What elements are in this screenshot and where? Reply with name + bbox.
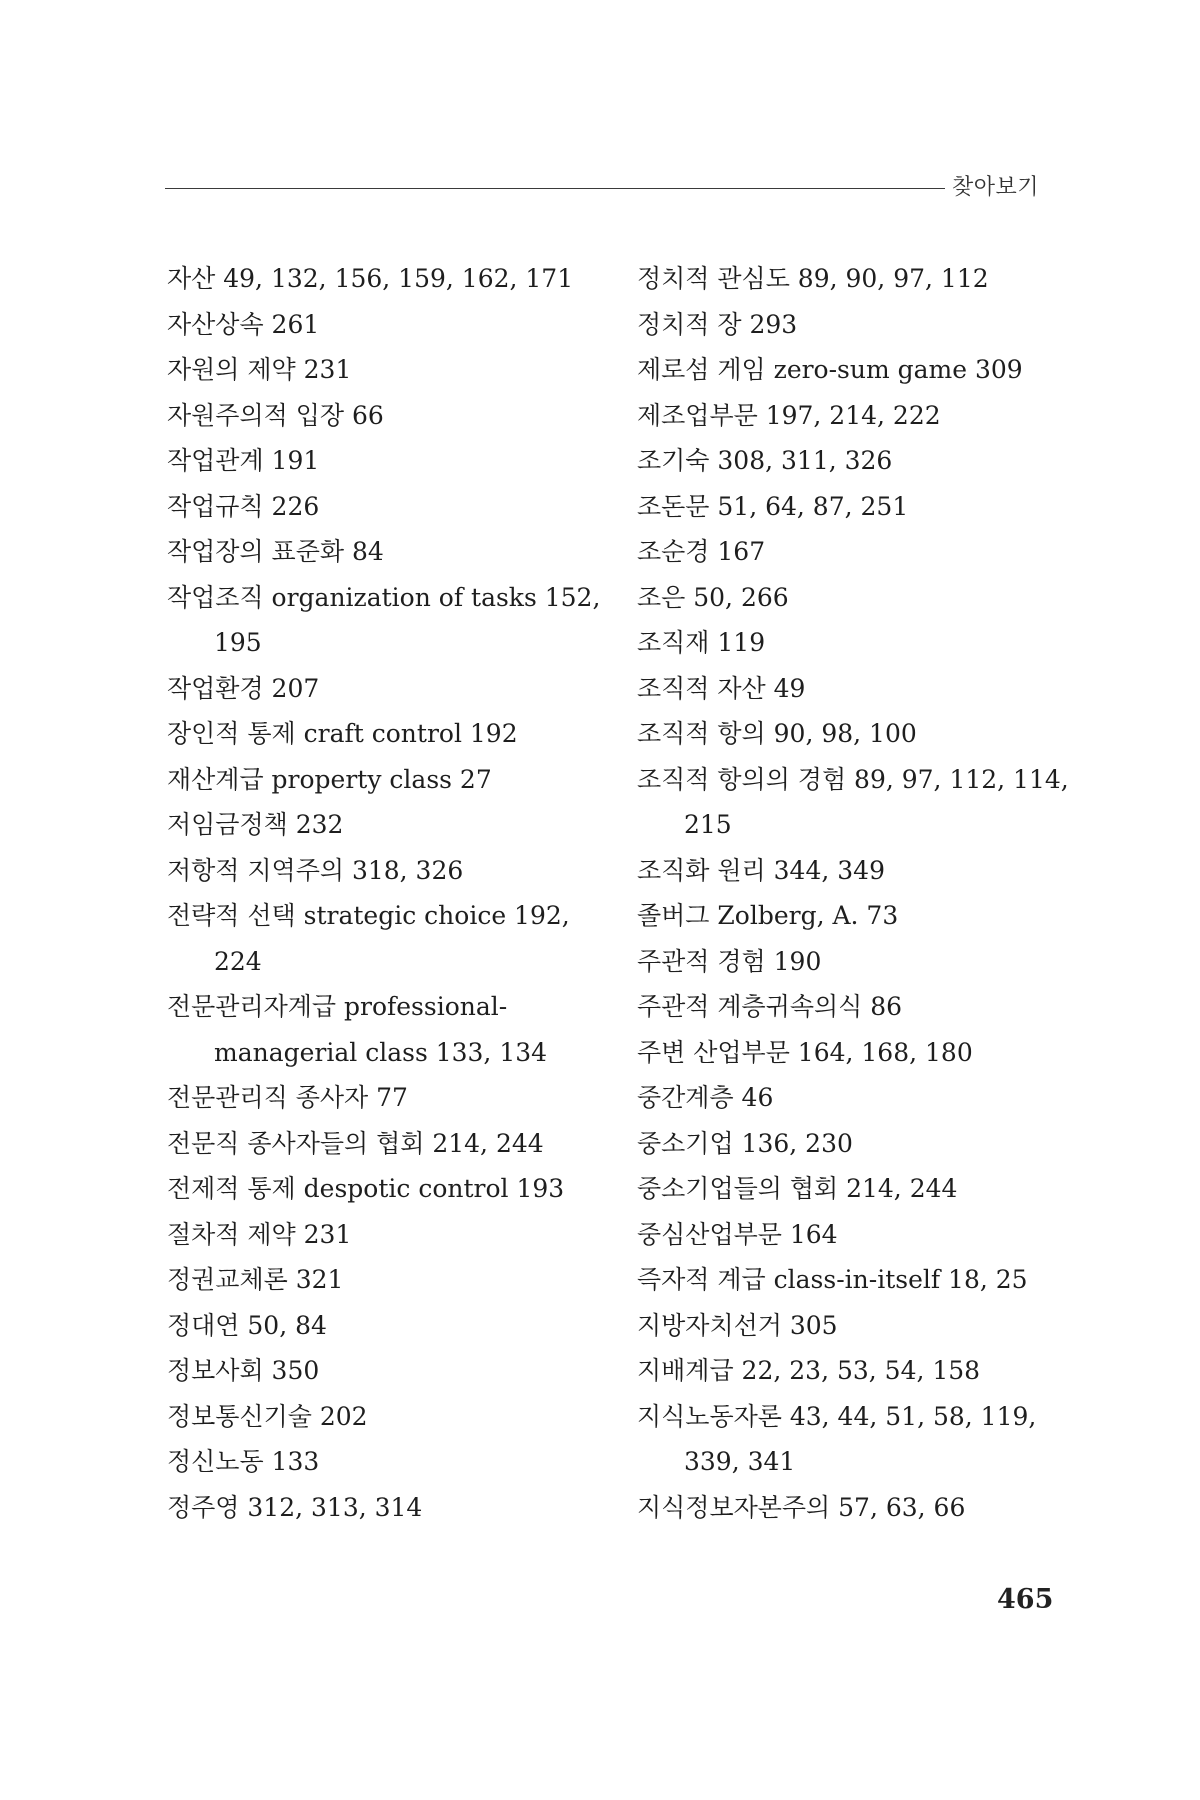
index-entry-text: 저임금정책 232 <box>167 810 344 839</box>
index-entry <box>167 529 597 575</box>
index-entry <box>637 1257 1067 1303</box>
index-entry <box>637 939 1067 985</box>
index-entry <box>167 1257 597 1303</box>
index-entry-text: 주변 산업부문 164, 168, 180 <box>637 1037 973 1067</box>
index-entry-text: 즉자적 계급 class-in-itself 18, 25 <box>637 1265 1028 1294</box>
index-entry-text: 지식노동자론 43, 44, 51, 58, 119, <box>637 1401 1037 1431</box>
index-entry-text: 전문직 종사자들의 협회 214, 244 <box>167 1128 544 1158</box>
index-entry <box>637 1348 1067 1394</box>
index-entry <box>167 347 597 393</box>
index-entry-text: 정보사회 350 <box>167 1356 320 1385</box>
index-entry-text: 작업조직 organization of tasks 152, <box>167 582 601 612</box>
index-entry-text: 절차적 제약 231 <box>167 1219 352 1249</box>
index-entry <box>167 1121 597 1167</box>
index-entry <box>637 1166 1067 1212</box>
index-entry-text: 전략적 선택 strategic choice 192, <box>167 901 570 930</box>
index-entry-text: 조기숙 308, 311, 326 <box>637 446 893 475</box>
index-entry-text: 중심산업부문 164 <box>637 1219 838 1249</box>
index-entry <box>637 666 1067 712</box>
index-entry <box>167 575 601 666</box>
index-entry-text: 정신노동 133 <box>167 1447 320 1476</box>
index-entry-text: 주관적 계층귀속의식 86 <box>637 992 903 1021</box>
index-entry-text: 정보통신기술 202 <box>167 1401 368 1431</box>
index-entry-text: 지배계급 22, 23, 53, 54, 158 <box>637 1356 981 1385</box>
index-entry-text: 중간계층 46 <box>637 1083 774 1112</box>
index-entry <box>637 893 1067 939</box>
index-entry-text: 조은 50, 266 <box>637 582 789 612</box>
index-entry-text: 재산계급 property class 27 <box>167 764 492 794</box>
index-entry <box>167 1075 597 1121</box>
index-entry <box>167 984 597 1075</box>
index-entry <box>637 1485 1067 1531</box>
index-entry-text: 중소기업 136, 230 <box>637 1128 853 1158</box>
index-entry-text: 정치적 장 293 <box>637 309 798 339</box>
index-entry-text: 자원의 제약 231 <box>167 355 352 384</box>
index-entry-text: 정치적 관심도 89, 90, 97, 112 <box>637 264 989 293</box>
index-entry-continuation: 215 <box>684 810 732 839</box>
index-entry <box>637 711 1067 757</box>
index-entry-text: 정대연 50, 84 <box>167 1310 327 1340</box>
index-entry <box>637 984 1067 1030</box>
page-number: 465 <box>997 1584 1054 1615</box>
index-entry <box>637 1121 1067 1167</box>
index-entry <box>637 347 1067 393</box>
index-entry-text: 중소기업들의 협회 214, 244 <box>637 1174 958 1203</box>
index-entry-text: 전문관리직 종사자 77 <box>167 1083 408 1112</box>
index-entry-text: 지식정보자본주의 57, 63, 66 <box>637 1492 966 1522</box>
index-entry <box>167 484 597 530</box>
index-entry-text: 조직적 항의 90, 98, 100 <box>637 719 917 748</box>
index-entry <box>167 1212 597 1258</box>
index-entry <box>637 848 1067 894</box>
index-entry-text: 작업환경 207 <box>167 673 320 703</box>
index-entry-text: 주관적 경험 190 <box>637 946 822 976</box>
index-entry-text: 전문관리자계급 professional- <box>167 992 508 1021</box>
index-entry <box>167 1439 597 1485</box>
index-entry-text: 조돈문 51, 64, 87, 251 <box>637 491 909 521</box>
index-entry <box>637 438 1067 484</box>
index-entry <box>167 666 597 712</box>
index-entry <box>637 256 1067 302</box>
index-entry <box>167 438 597 484</box>
index-entry-text: 조직적 항의의 경험 89, 97, 112, 114, <box>637 764 1069 794</box>
index-entry <box>637 1030 1067 1076</box>
index-entry-text: 지방자치선거 305 <box>637 1310 838 1340</box>
index-entry-continuation: 224 <box>214 946 262 976</box>
index-entry-text: 정권교체론 321 <box>167 1265 344 1294</box>
index-entry-text: 작업관계 191 <box>167 446 320 475</box>
index-entry <box>167 893 597 984</box>
index-entry <box>637 529 1067 575</box>
index-entry <box>637 1394 1067 1485</box>
index-entry <box>637 484 1067 530</box>
index-entry <box>167 1348 597 1394</box>
index-entry-text: 작업장의 표준화 84 <box>167 537 384 566</box>
index-entry <box>167 848 597 894</box>
index-entry-text: 저항적 지역주의 318, 326 <box>167 855 464 885</box>
index-entry <box>637 1212 1067 1258</box>
index-entry-text: 제로섬 게임 zero-sum game 309 <box>637 355 1023 384</box>
index-entry-continuation: managerial class 133, 134 <box>214 1037 548 1067</box>
index-entry <box>637 620 1067 666</box>
index-entry-text: 작업규칙 226 <box>167 491 320 521</box>
index-entry-text: 자산상속 261 <box>167 309 320 339</box>
index-column-right <box>637 256 1067 1530</box>
index-entry <box>167 802 597 848</box>
index-entry-text: 조직적 자산 49 <box>637 673 806 703</box>
index-entry <box>637 393 1067 439</box>
index-entry-text: 조직화 원리 344, 349 <box>637 855 885 885</box>
index-entry-text: 전제적 통제 despotic control 193 <box>167 1174 565 1203</box>
index-entry-text: 졸버그 Zolberg, A. 73 <box>637 901 899 930</box>
index-entry-text: 조직재 119 <box>637 628 766 657</box>
index-entry <box>637 302 1067 348</box>
index-entry-continuation: 339, 341 <box>684 1447 796 1476</box>
index-column-left <box>167 256 601 1530</box>
index-entry <box>167 1303 597 1349</box>
index-entry <box>167 1485 597 1531</box>
header-rule <box>165 188 945 189</box>
index-entry <box>167 711 597 757</box>
running-header-title: 찾아보기 <box>952 175 1040 200</box>
index-entry-text: 장인적 통제 craft control 192 <box>167 719 518 748</box>
index-entry <box>167 1394 597 1440</box>
index-entry <box>637 1303 1067 1349</box>
index-entry <box>637 757 1067 848</box>
index-entry-text: 자원주의적 입장 66 <box>167 400 384 430</box>
index-entry <box>167 393 597 439</box>
index-entry <box>167 757 597 803</box>
index-entry-continuation: 195 <box>214 628 262 657</box>
index-entry <box>167 1166 597 1212</box>
index-entry <box>637 575 1067 621</box>
index-entry-text: 조순경 167 <box>637 537 766 566</box>
index-entry-text: 자산 49, 132, 156, 159, 162, 171 <box>167 264 574 293</box>
index-entry <box>637 1075 1067 1121</box>
index-entry <box>167 302 597 348</box>
index-entry-text: 제조업부문 197, 214, 222 <box>637 400 941 430</box>
index-entry-text: 정주영 312, 313, 314 <box>167 1492 423 1522</box>
index-entry <box>167 256 597 302</box>
